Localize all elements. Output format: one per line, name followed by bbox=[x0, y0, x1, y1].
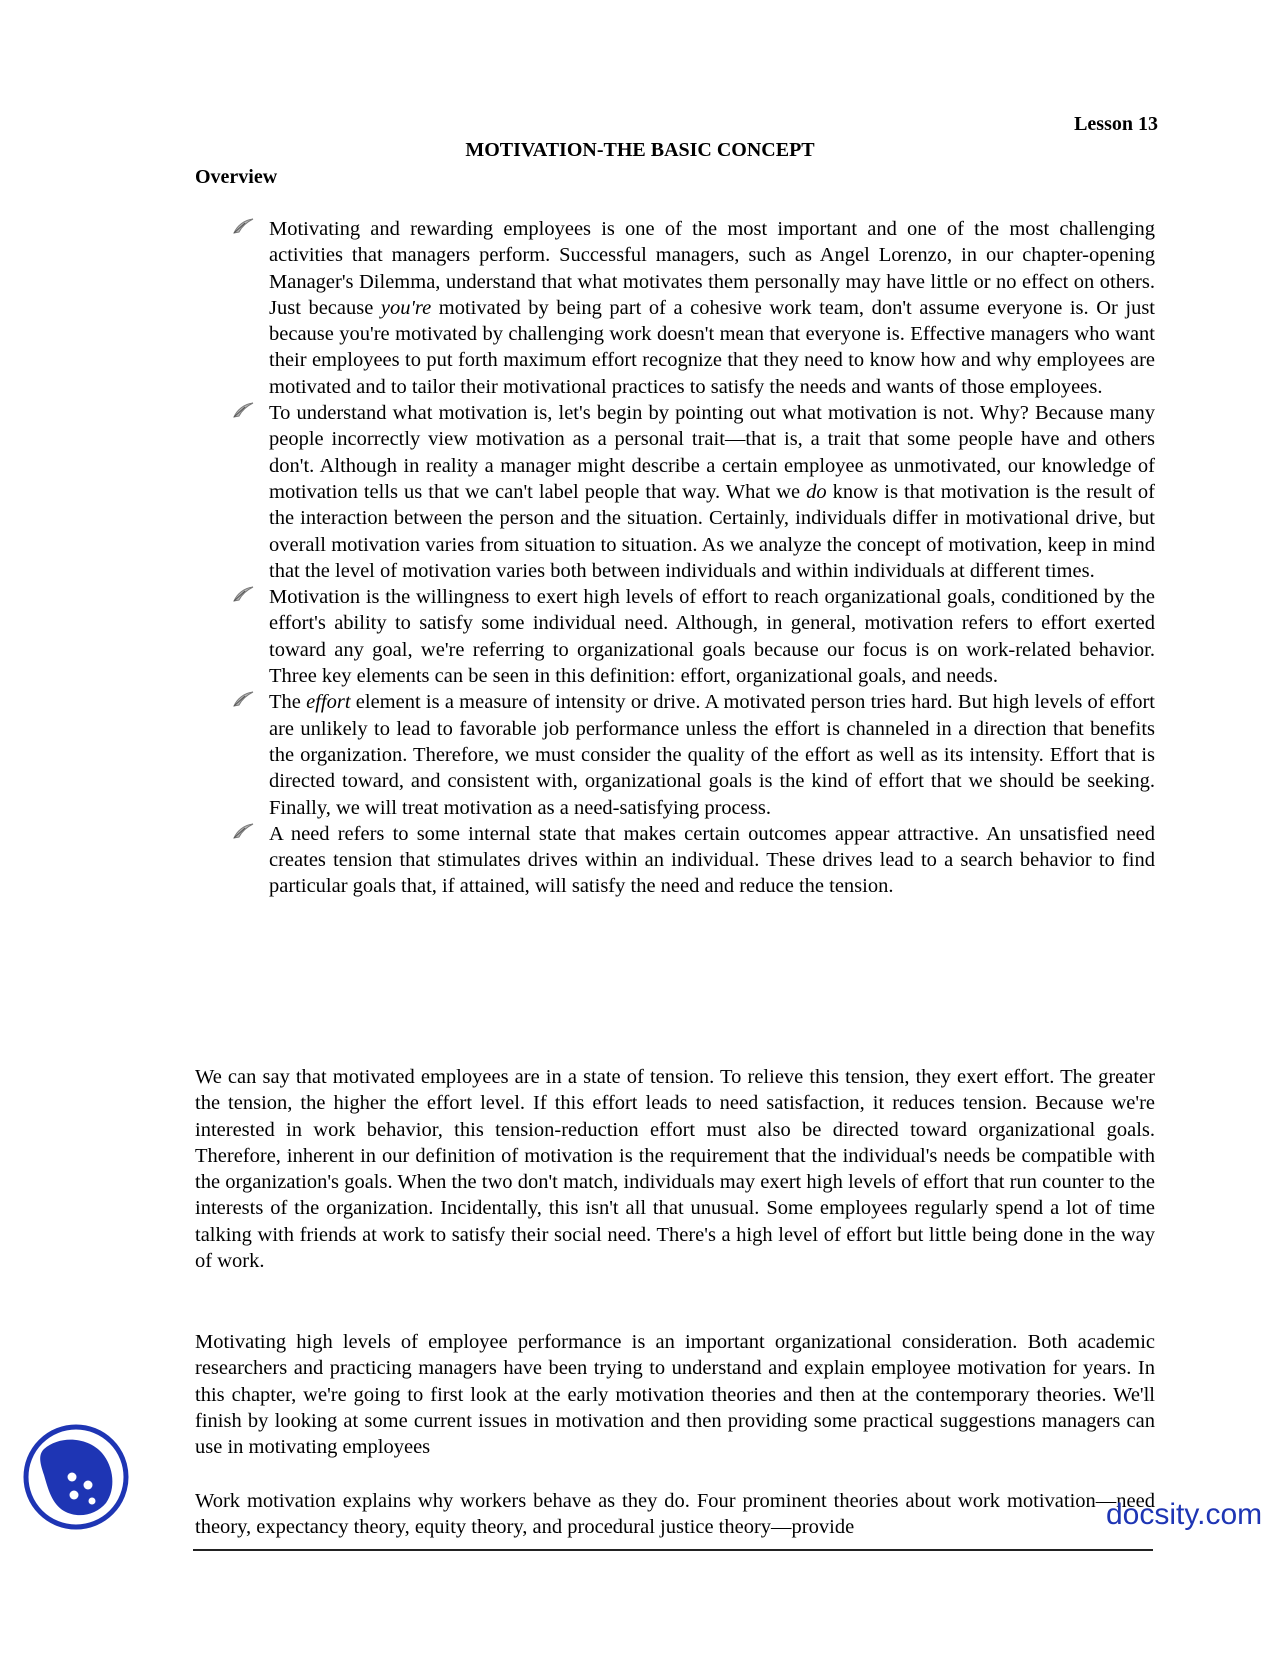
quill-bullet-icon bbox=[231, 402, 255, 418]
bullet-text: The effort element is a measure of intensity or drive. A motivated person tries hard. But high levels of effort are unlikely to lead to favorable job performance unless the effort is channeled in a direction that benefits the organization. Therefore, we must consider the quality of the effort as well as its intensity. Effort that is directed toward, and consistent with, organizational goals is the kind of effort that we should be seeking. Finally, we will treat motivation as a need-satisfying process. bbox=[269, 691, 1156, 819]
quill-bullet-icon bbox=[231, 586, 255, 602]
bullet-item bbox=[195, 216, 1155, 400]
quill-bullet-icon bbox=[231, 823, 255, 839]
bullet-text: To understand what motivation is, let's begin by pointing out what motivation is not. Why? Because many people incorrectly view motivation as a personal trait—that is, a trait that some people have and others don't. Although in reality a manager might describe a certain employee as unmotivated, our knowledge of motivation tells us that we can't label people that way. What we do know is that motivation is the result of the interaction between the person and the situation. Certainly, individuals differ in motivational drive, but overall motivation varies from situation to situation. As we analyze the concept of motivation, keep in mind that the level of motivation varies both between individuals and within individuals at different times. bbox=[269, 402, 1155, 582]
body-paragraph: We can say that motivated employees are in a state of tension. To relieve this tension, they exert effort. The greater the tension, the higher the effort level. If this effort leads to need satisfaction, it reduces tension. Because we're interested in work behavior, this tension-reduction effort must also be directed toward organizational goals. Therefore, inherent in our definition of motivation is the requirement that the individual's needs be compatible with the organization's goals. When the two don't match, individuals may exert high levels of effort that run counter to the interests of the organization. Incidentally, this isn't all that unusual. Some employees regularly spend a lot of time talking with friends at work to satisfy their social need. There's a high level of effort but little being done in the way of work. bbox=[195, 1066, 1155, 1273]
bullet-text: Motivation is the willingness to exert high levels of effort to reach organizational goals, conditioned by the effort's ability to satisfy some individual need. Although, in general, motivation refers to effort exerted toward any goal, we're referring to organizational goals because our focus is on work-related behavior. Three key elements can be seen in this definition: effort, organizational goals, and needs. bbox=[269, 586, 1155, 688]
bullet-item bbox=[195, 400, 1155, 584]
bullet-item bbox=[195, 821, 1155, 900]
quill-bullet-icon bbox=[231, 691, 255, 707]
lesson-number: Lesson 13 bbox=[1074, 113, 1158, 135]
quill-bullet-icon bbox=[231, 218, 255, 234]
bullet-text: Motivating and rewarding employees is one of the most important and one of the most challenging activities that managers perform. Successful managers, such as Angel Lorenzo, in our chapter-opening Manager's Dilemma, understand that what motivates them personally may have little or no effect on others. Just because you're motivated by being part of a cohesive work team, don't assume everyone is. Or just because you're motivated by challenging work doesn't mean that everyone is. Effective managers who want their employees to put forth maximum effort recognize that they need to know how and why employees are motivated and to tailor their motivational practices to satisfy the needs and wants of those employees. bbox=[269, 218, 1156, 398]
docsity-logo-icon bbox=[22, 1423, 130, 1531]
section-heading: Overview bbox=[195, 166, 278, 188]
body-paragraph: Motivating high levels of employee performance is an important organizational consideration. Both academic researchers and practicing managers have been trying to understand and explain employee motivation for years. In this chapter, we're going to first look at the early motivation theories and then at the contemporary theories. We'll finish by looking at some current issues in motivation and then providing some practical suggestions managers can use in motivating employees bbox=[195, 1331, 1155, 1459]
page-title: MOTIVATION-THE BASIC CONCEPT bbox=[465, 139, 815, 161]
body-paragraph: Work motivation explains why workers behave as they do. Four prominent theories about work motivation—need theory, expectancy theory, equity theory, and procedural justice theory—provide bbox=[195, 1490, 1155, 1539]
bullet-item bbox=[195, 584, 1155, 689]
bullet-list bbox=[195, 216, 1155, 900]
bullet-text: A need refers to some internal state that makes certain outcomes appear attractive. An unsatisfied need creates tension that stimulates drives within an individual. These drives lead to a search behavior to find particular goals that, if attained, will satisfy the need and reduce the tension. bbox=[269, 822, 1155, 898]
footer-divider bbox=[193, 1549, 1153, 1551]
watermark-text: docsity.com bbox=[1106, 1498, 1263, 1531]
bullet-item bbox=[195, 689, 1155, 820]
